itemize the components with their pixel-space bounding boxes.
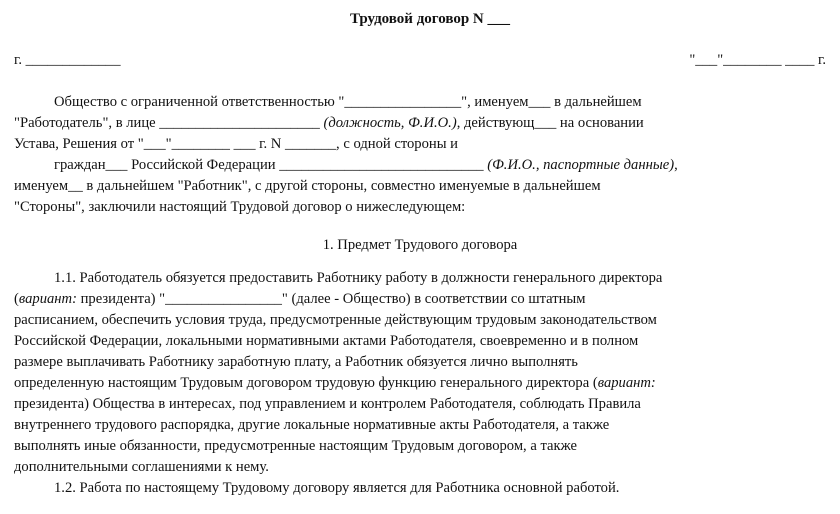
clause-1-1-line-2-text: президента) "________________" (далее - Общество) в соответствии со штатным (76, 291, 586, 307)
date-field: "___"________ ____ г. (689, 52, 826, 68)
clause-1-1 (14, 268, 826, 478)
intro-passport-note: (Ф.И.О., паспортные данные) (487, 157, 675, 173)
intro-line-4 (14, 155, 826, 176)
clause-1-1-line-7: президента) Общества в интересах, под управлением и контролем Работодателя, соблюдать Правила (14, 396, 641, 412)
intro-line-4-text: граждан___ Российской Федерации ____________________________ (54, 157, 488, 173)
clause-1-1-variant-2: вариант: (597, 375, 656, 391)
clause-1-1-line-6 (14, 373, 826, 394)
intro-line-3: Устава, Решения от "___"________ ___ г. N _______, с одной стороны и (14, 136, 458, 152)
intro-line-6: "Стороны", заключили настоящий Трудовой договор о нижеследующем: (14, 199, 466, 215)
intro-line-1: Общество с ограниченной ответственностью "________________", именуем___ в дальнейшем (54, 94, 642, 110)
clause-1-1-line-8: внутреннего трудового распорядка, другие локальные нормативные акты Работодателя, а также (14, 417, 610, 433)
document-page (14, 8, 826, 499)
clause-1-1-variant-1: вариант: (18, 291, 77, 307)
clause-1-1-paren: ( (14, 291, 19, 307)
intro-line-2-text: "Работодатель", в лице ______________________ (14, 115, 324, 131)
document-title: Трудовой договор N ___ (349, 11, 511, 27)
intro-paragraph (14, 92, 826, 218)
place-field: г. _____________ (14, 52, 121, 68)
intro-position-note: (должность, Ф.И.О.) (323, 115, 457, 131)
clause-1-1-line-9: выполнять иные обязанности, предусмотренные настоящим Трудовым договором, а также (14, 438, 577, 454)
clause-1-1-line-4: Российской Федерации, локальными нормативными актами Работодателя, своевременно и в полном (14, 333, 639, 349)
clause-1-1-line-3: расписанием, обеспечить условия труда, предусмотренные действующим трудовым законодательством (14, 312, 657, 328)
clause-1-2: 1.2. Работа по настоящему Трудовому договору является для Работника основной работой. (54, 480, 620, 496)
clause-1-1-line-5: размере выплачивать Работнику заработную плату, а Работник обязуется лично выполнять (14, 354, 578, 370)
section-1-heading: 1. Предмет Трудового договора (322, 237, 518, 253)
clause-1-1-line-2 (14, 289, 826, 310)
intro-line-2-end: , действующ___ на основании (456, 115, 644, 131)
intro-line-2 (14, 113, 826, 134)
place-date-row (14, 50, 826, 70)
clause-1-1-line-10: дополнительными соглашениями к нему. (14, 459, 269, 475)
intro-line-4-end: , (674, 157, 678, 173)
clause-1-1-line-1: 1.1. Работодатель обязуется предоставить Работнику работу в должности генерального директора (54, 270, 663, 286)
intro-line-5: именуем__ в дальнейшем "Работник", с другой стороны, совместно именуемые в дальнейшем (14, 178, 601, 194)
clause-1-1-line-6-text: определенную настоящим Трудовым договором трудовую функцию генерального директора ( (14, 375, 598, 391)
